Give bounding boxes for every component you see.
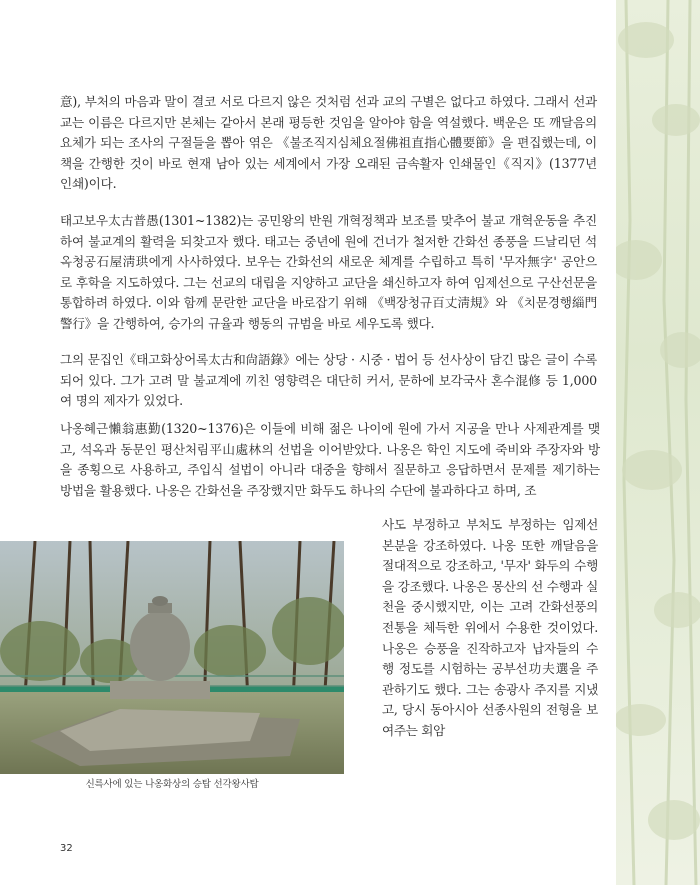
paragraph-5: 사도 부정하고 부처도 부정하는 임제선 본분을 강조하였다. 나옹 또한 깨달음을 절대적으로 강조하고, '무자' 화두의 수행을 강조했다. 나옹은 몽산의 선 수행과 실천을 중시했지만, 이는 고려 간화선풍의 전통을 체득한 위에서 수용한 것이었다. 나옹은 승풍을 진작하고자 납자들의 수행 정도를 시험하는 공부선功夫選을 주관하기도 했다. 그는 송광사 주지를 지냈고, 당시 동아시아 선종사원의 전형을 보여주는 회암 [382, 517, 598, 738]
paragraph-4: 나옹혜근懶翁惠勤(1320~1376)은 이들에 비해 젊은 나이에 원에 가서 지공을 만나 사제관계를 맺고, 석옥과 동문인 평산처림平山處林의 선법을 이어받았다. 나옹은 학인 지도에 죽비와 주장자와 방을 종횡으로 사용하고, 주입식 설법이 아니라 대중을 향해서 질문하고 응답하면서 문제를 제기하는 방법을 활용했다. 나옹은 간화선을 주장했지만 화두도 하나의 수단에 불과하다고 하며, 조 [60, 421, 600, 498]
paragraph-1: 意), 부처의 마음과 말이 결코 서로 다르지 않은 것처럼 선과 교의 구별은 없다고 하였다. 그래서 선과 교는 이름은 다르지만 본체는 같아서 본래 평등한 것임을 알아야 함을 역설했다. 백운은 또 깨달음의 요체가 되는 조사의 구절들을 뽑아 엮은 《불조직지심체요절佛祖直指心體要節》을 편집했는데, 이 책을 간행한 것이 바로 현재 남아 있는 세계에서 가장 오래된 금속활자 인쇄물인《직지》(1377년 인쇄)이다. [60, 94, 597, 192]
paragraph-2: 태고보우太古普愚(1301~1382)는 공민왕의 반원 개혁정책과 보조를 맞추어 불교 개혁운동을 추진하여 불교계의 활력을 되찾고자 했다. 태고는 중년에 원에 건너가 철저한 간화선 종풍을 드날리던 석옥청공石屋淸珙에게 사사하였다. 보우는 간화선의 새로운 체계를 수립하고 특히 '무자無字' 공안으로 후학을 지도하였다. 그는 선교의 대립을 지양하고 교단을 쇄신하고자 하여 임제선으로 구산선문을 통합하려 하였다. 이와 함께 문란한 교단을 바로잡기 위해 《백장청규百丈淸規》와 《치문경행緇門警行》을 간행하여, 승가의 규율과 행동의 규범을 바로 세우도록 했다. [60, 213, 597, 331]
photo-caption: 신륵사에 있는 나옹화상의 승탑 선각왕사탑 [85, 779, 259, 790]
paragraph-3: 그의 문집인《태고화상어록太古和尙語錄》에는 상당 · 시중 · 법어 등 선사상이 담긴 많은 글이 수록되어 있다. 그가 고려 말 불교계에 끼친 영향력은 대단히 커서, 문하에 보각국사 혼수混修 등 1,000여 명의 제자가 있었다. [60, 352, 597, 409]
page-number: 32 [60, 843, 73, 854]
tree-pattern [616, 0, 700, 885]
decorative-side-band [616, 0, 700, 885]
stupa-illustration [0, 541, 344, 774]
stupa-photo [0, 541, 344, 774]
